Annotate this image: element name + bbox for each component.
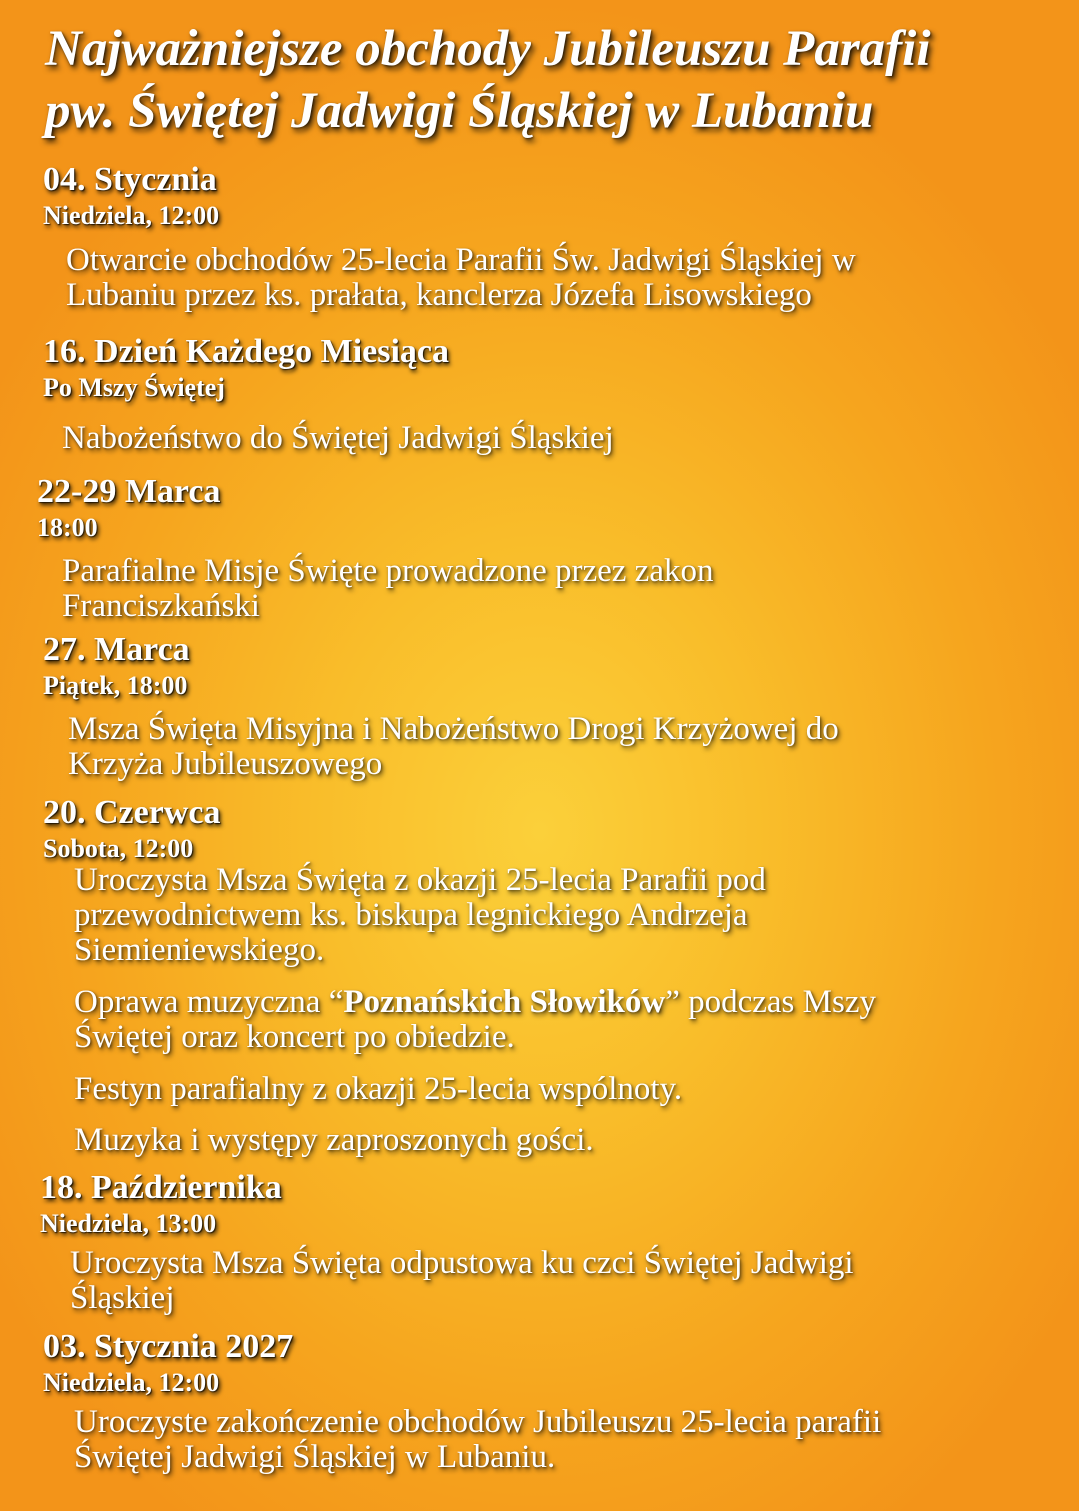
event-description-line: Muzyka i występy zaproszonych gości.	[74, 1122, 594, 1158]
event-date: 22-29 Marca	[37, 473, 221, 510]
event-description-line: Lubaniu przez ks. prałata, kanclerza Józefa Lisowskiego	[66, 277, 812, 313]
music-setting-line	[74, 985, 876, 1020]
event-description-line: Otwarcie obchodów 25-lecia Parafii Św. Jadwigi Śląskiej w	[66, 242, 856, 278]
event-time: 18:00	[37, 513, 98, 542]
event-date: 04. Stycznia	[43, 161, 217, 198]
event-description-line: Msza Święta Misyjna i Nabożeństwo Drogi Krzyżowej do	[68, 711, 839, 747]
event-time: Niedziela, 12:00	[43, 201, 220, 230]
music-setting-prefix: Oprawa muzyczna “	[74, 984, 344, 1020]
event-description-line: Uroczysta Msza Święta odpustowa ku czci Świętej Jadwigi	[70, 1245, 854, 1281]
choir-name: Poznańskich Słowików	[343, 984, 666, 1020]
event-description-line: Festyn parafialny z okazji 25-lecia wspólnoty.	[74, 1071, 683, 1107]
event-date: 16. Dzień Każdego Miesiąca	[43, 333, 450, 370]
event-date: 03. Stycznia 2027	[43, 1328, 294, 1365]
poster-title-line-2: pw. Świętej Jadwigi Śląskiej w Lubaniu	[45, 83, 874, 139]
event-description-line: Siemieniewskiego.	[74, 932, 325, 968]
event-time: Piątek, 18:00	[43, 671, 188, 700]
event-date: 18. Października	[40, 1169, 282, 1206]
music-setting-suffix: ” podczas Mszy	[665, 984, 876, 1020]
event-description-line: Uroczyste zakończenie obchodów Jubileuszu 25-lecia parafii	[74, 1404, 882, 1440]
event-description-line: Krzyża Jubileuszowego	[68, 746, 383, 782]
event-description-line: Śląskiej	[70, 1280, 175, 1316]
event-description-line: Nabożeństwo do Świętej Jadwigi Śląskiej	[62, 420, 614, 456]
poster-title	[45, 18, 1065, 142]
event-description-line: Świętej Jadwigi Śląskiej w Lubaniu.	[74, 1439, 556, 1475]
event-time: Po Mszy Świętej	[43, 373, 225, 402]
event-description-line: przewodnictwem ks. biskupa legnickiego Andrzeja	[74, 897, 748, 933]
event-time: Sobota, 12:00	[43, 834, 194, 863]
event-date: 20. Czerwca	[43, 794, 221, 831]
event-time: Niedziela, 13:00	[40, 1209, 217, 1238]
event-time: Niedziela, 12:00	[43, 1368, 220, 1397]
poster-title-line-1: Najważniejsze obchody Jubileuszu Parafii	[45, 21, 931, 77]
event-description-line: Uroczysta Msza Święta z okazji 25-lecia Parafii pod	[74, 862, 766, 898]
event-date: 27. Marca	[43, 631, 190, 668]
event-description-line: Świętej oraz koncert po obiedzie.	[74, 1019, 515, 1055]
event-description-line: Parafialne Misje Święte prowadzone przez zakon	[62, 553, 714, 589]
event-description-line: Franciszkański	[62, 588, 260, 624]
